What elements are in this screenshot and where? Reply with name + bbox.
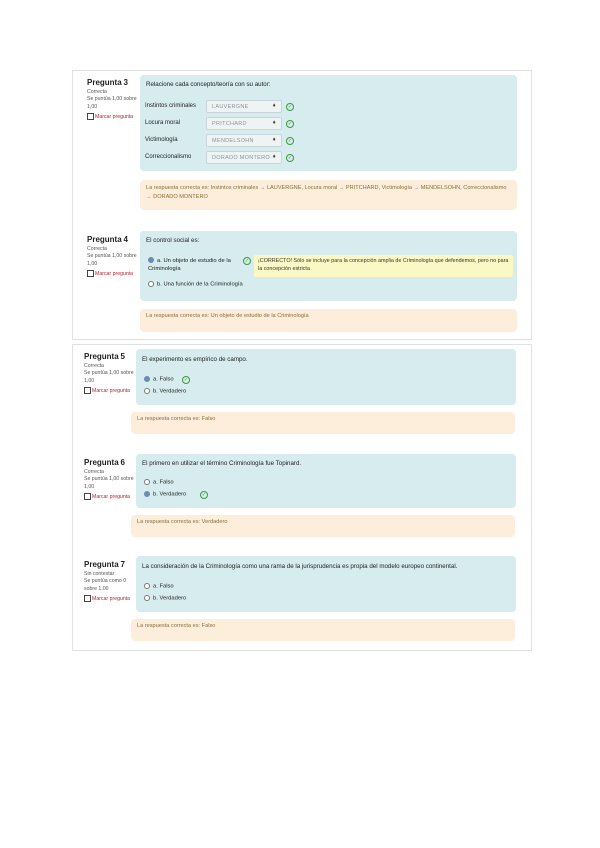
chevron-down-icon: ♦ xyxy=(272,103,276,109)
question-score: Se puntúa 1,00 sobre 1,00 xyxy=(87,253,137,267)
question-number: 7 xyxy=(120,560,125,569)
flag-question-button[interactable] xyxy=(84,387,136,395)
question-info xyxy=(87,77,139,122)
check-circle-icon: ✓ xyxy=(287,121,293,127)
radio-button[interactable] xyxy=(144,491,150,497)
correct-answer-feedback: La respuesta correcta es: Un objeto de estudio de la Criminología xyxy=(140,309,517,332)
check-circle-icon: ✓ xyxy=(287,155,293,161)
answer-option[interactable] xyxy=(148,257,248,274)
specific-feedback: ¡CORRECTO! Sólo se incluye para la concepción amplia de Criminología que defendemos, pero no para la concepción estricta xyxy=(254,255,513,277)
check-circle-icon: ✓ xyxy=(183,377,189,383)
radio-button[interactable] xyxy=(148,257,154,263)
answer-option[interactable] xyxy=(144,376,174,383)
flag-question-button[interactable] xyxy=(84,595,136,603)
option-letter: b. xyxy=(153,595,158,602)
correct-answer-feedback: La respuesta correcta es: Verdadero xyxy=(131,515,515,537)
option-letter: b. xyxy=(153,388,158,395)
question-content xyxy=(136,454,516,508)
question-content xyxy=(140,231,517,301)
option-letter: a. xyxy=(153,376,158,383)
correct-answer-feedback: La respuesta correcta es: Falso xyxy=(131,619,515,641)
question-label: Pregunta xyxy=(87,78,122,87)
radio-button[interactable] xyxy=(144,376,150,382)
question-label: Pregunta xyxy=(84,458,119,467)
correct-answer-feedback: La respuesta correcta es: Instintos criminales → LAUVERGNE, Locura moral → PRITCHARD, Victimología → MENDELSOHN, Correccionalismo → DORADO MONTERO xyxy=(140,180,517,210)
answer-option[interactable] xyxy=(144,479,174,486)
question-content xyxy=(136,349,516,405)
check-circle-icon: ✓ xyxy=(287,104,293,110)
match-select[interactable] xyxy=(206,134,282,147)
flag-label: Marcar pregunta xyxy=(92,494,131,501)
chevron-down-icon: ♦ xyxy=(272,120,276,126)
flag-icon xyxy=(84,387,91,394)
question-text: El primero en utilizar el término Criminología fue Topinard. xyxy=(142,460,302,467)
question-label: Pregunta xyxy=(87,235,122,244)
flag-icon xyxy=(84,595,91,602)
flag-question-button[interactable] xyxy=(87,270,139,278)
select-value: PRITCHARD xyxy=(212,121,247,127)
question-text: El control social es: xyxy=(146,237,200,244)
radio-button[interactable] xyxy=(144,583,150,589)
match-select[interactable] xyxy=(206,100,282,113)
question-status: Correcta xyxy=(84,468,104,475)
radio-button[interactable] xyxy=(144,479,150,485)
flag-label: Marcar pregunta xyxy=(92,596,131,603)
check-circle-icon: ✓ xyxy=(287,138,293,144)
select-value: DORADO MONTERO xyxy=(212,155,270,161)
option-letter: b. xyxy=(157,281,162,288)
option-letter: a. xyxy=(157,258,162,264)
question-status: Correcta xyxy=(87,88,107,95)
chevron-down-icon: ♦ xyxy=(272,137,276,143)
chevron-down-icon: ♦ xyxy=(272,154,276,160)
option-text: Verdadero xyxy=(159,491,187,498)
option-text: Verdadero xyxy=(159,595,187,602)
question-status: Correcta xyxy=(84,362,104,369)
option-text: Falso xyxy=(159,479,174,486)
answer-option[interactable] xyxy=(144,595,186,602)
select-value: LAUVERGNE xyxy=(212,104,249,110)
match-select[interactable] xyxy=(206,117,282,130)
flag-label: Marcar pregunta xyxy=(95,271,134,278)
flag-label: Marcar pregunta xyxy=(95,114,134,121)
answer-option[interactable] xyxy=(144,583,174,590)
answer-option[interactable] xyxy=(148,281,243,288)
question-status: Correcta xyxy=(87,245,107,252)
question-number: 5 xyxy=(120,352,125,361)
question-status: Sin contestar xyxy=(84,570,115,577)
check-circle-icon: ✓ xyxy=(244,258,250,264)
question-info xyxy=(84,457,136,502)
question-score: Se puntúa 1,00 sobre 1,00 xyxy=(84,370,134,384)
flag-icon xyxy=(87,270,94,277)
check-circle-icon: ✓ xyxy=(201,492,207,498)
flag-label: Marcar pregunta xyxy=(92,388,131,395)
question-text: El experimento es empírico de campo. xyxy=(142,356,248,363)
question-number: 3 xyxy=(123,78,128,87)
flag-icon xyxy=(87,113,94,120)
match-select[interactable] xyxy=(206,151,282,164)
question-score: Se puntúa 1,00 sobre 1,00 xyxy=(87,96,137,110)
match-label: Instintos criminales xyxy=(145,103,197,109)
option-letter: a. xyxy=(153,479,158,486)
match-label: Victimología xyxy=(145,137,178,143)
question-number: 6 xyxy=(120,458,125,467)
question-content xyxy=(140,75,517,171)
question-info xyxy=(87,234,139,279)
radio-button[interactable] xyxy=(144,388,150,394)
option-text: Una función de la Criminología xyxy=(163,281,243,288)
radio-button[interactable] xyxy=(144,595,150,601)
option-letter: b. xyxy=(153,491,158,498)
question-content xyxy=(136,556,516,612)
flag-question-button[interactable] xyxy=(87,113,139,121)
question-label: Pregunta xyxy=(84,352,119,361)
option-text: Verdadero xyxy=(159,388,187,395)
match-label: Correccionalismo xyxy=(145,154,192,160)
option-text: Falso xyxy=(159,583,174,590)
question-info xyxy=(84,559,136,604)
answer-option[interactable] xyxy=(144,491,186,498)
option-text: Un objeto de estudio de la Criminología xyxy=(148,258,231,273)
select-value: MENDELSOHN xyxy=(212,138,254,144)
question-label: Pregunta xyxy=(84,560,119,569)
option-letter: a. xyxy=(153,583,158,590)
question-info xyxy=(84,351,136,396)
option-text: Falso xyxy=(159,376,174,383)
radio-button[interactable] xyxy=(148,281,154,287)
match-label: Locura moral xyxy=(145,120,181,126)
question-number: 4 xyxy=(123,235,128,244)
question-text: La consideración de la Criminología como una rama de la jurisprudencia es propia del modelo europeo continental. xyxy=(142,563,458,570)
answer-option[interactable] xyxy=(144,388,186,395)
flag-question-button[interactable] xyxy=(84,493,136,501)
correct-answer-feedback: La respuesta correcta es: Falso xyxy=(131,412,515,434)
question-text: Relacione cada concepto/teoría con su autor: xyxy=(146,81,271,88)
flag-icon xyxy=(84,493,91,500)
question-score: Se puntúa como 0 sobre 1,00 xyxy=(84,578,127,592)
question-score: Se puntúa 1,00 sobre 1,00 xyxy=(84,476,134,490)
